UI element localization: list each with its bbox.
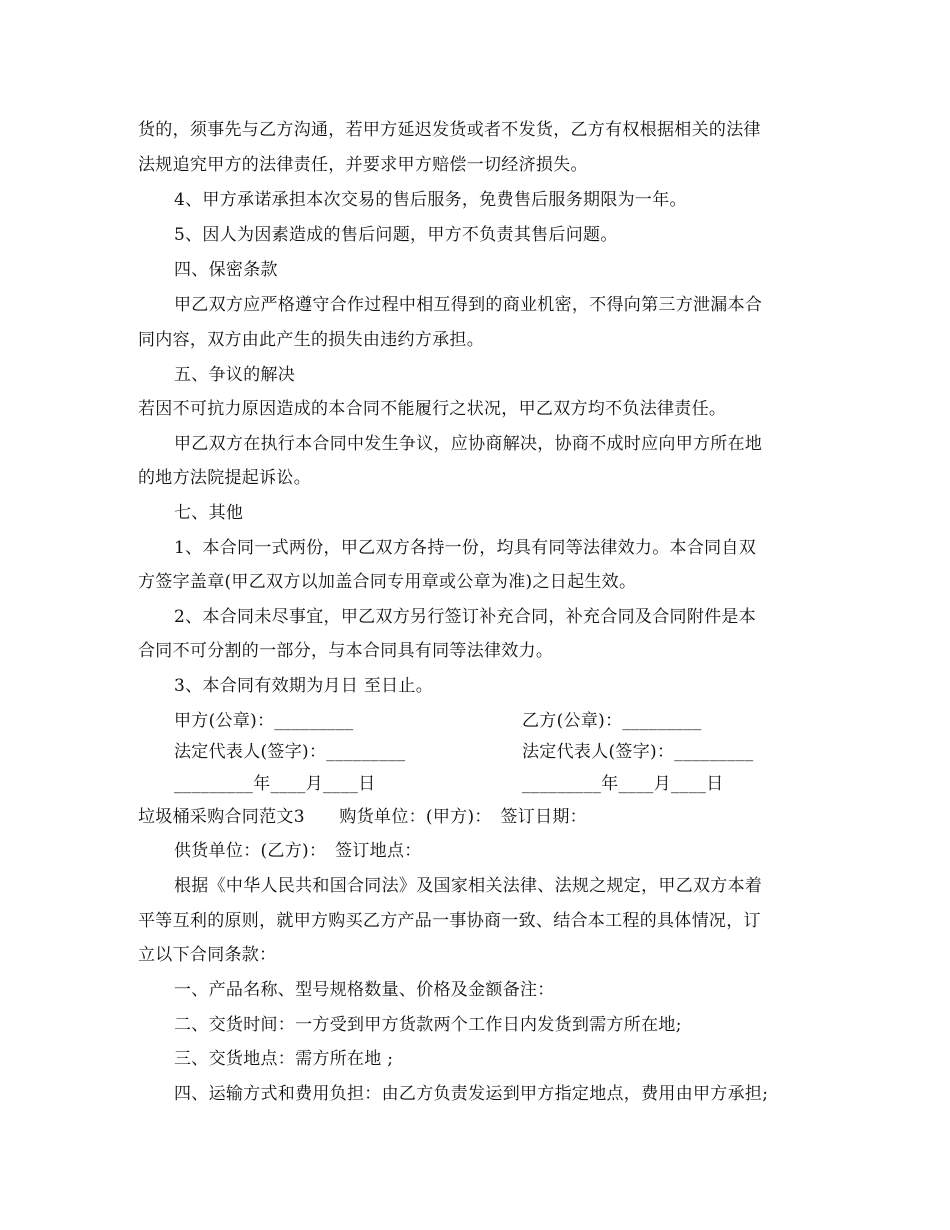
paragraph-line: 根据《中华人民共和国合同法》及国家相关法律、法规之规定，甲乙双方本着: [174, 876, 763, 896]
party-a-seal-field: 甲方(公章)：_________: [174, 711, 354, 731]
party-b-representative-field: 法定代表人(签字)：_________: [522, 742, 754, 762]
paragraph-line: 立以下合同条款：: [138, 945, 277, 965]
paragraph-line: 4、甲方承诺承担本次交易的售后服务，免费售后服务期限为一年。: [174, 190, 687, 210]
party-b-seal-field: 乙方(公章)：_________: [522, 711, 702, 731]
paragraph-line: 供货单位：(乙方)： 签订地点：: [174, 841, 422, 861]
paragraph-line: 货的，须事先与乙方沟通，若甲方延迟发货或者不发货，乙方有权根据相关的法律: [138, 120, 761, 140]
party-a-representative-field: 法定代表人(签字)：_________: [174, 742, 406, 762]
paragraph-line: 甲乙双方应严格遵守合作过程中相互得到的商业机密，不得向第三方泄漏本合: [174, 295, 763, 315]
paragraph-line: 平等互利的原则，就甲方购买乙方产品一事协商一致、结合本工程的具体情况，订: [138, 911, 761, 931]
paragraph-line: 合同不可分割的一部分，与本合同具有同等法律效力。: [138, 641, 554, 661]
party-a-date-field: _________年____月____日: [174, 774, 376, 794]
document-title-line: 垃圾桶采购合同范文3 购货单位：(甲方)： 签订日期：: [138, 807, 587, 827]
section-heading: 五、争议的解决: [174, 365, 296, 385]
paragraph-line: 一、产品名称、型号规格数量、价格及金额备注：: [174, 980, 555, 1000]
section-heading: 四、保密条款: [174, 260, 278, 280]
paragraph-line: 的地方法院提起诉讼。: [138, 468, 311, 488]
paragraph-line: 3、本合同有效期为月日 至日止。: [174, 676, 434, 696]
party-b-date-field: _________年____月____日: [522, 774, 724, 794]
paragraph-line: 法规追究甲方的法律责任，并要求甲方赔偿一切经济损失。: [138, 155, 588, 175]
paragraph-line: 方签字盖章(甲乙双方以加盖合同专用章或公章为准)之日起生效。: [138, 572, 637, 592]
paragraph-line: 5、因人为因素造成的售后问题，甲方不负责其售后问题。: [174, 225, 618, 245]
paragraph-line: 四、运输方式和费用负担：由乙方负责发运到甲方指定地点，费用由甲方承担;: [174, 1084, 769, 1104]
paragraph-line: 二、交货时间：一方受到甲方货款两个工作日内发货到需方所在地;: [174, 1015, 682, 1035]
paragraph-line: 1、本合同一式两份，甲乙双方各持一份，均具有同等法律效力。本合同自双: [174, 538, 757, 558]
paragraph-line: 三、交货地点：需方所在地 ;: [174, 1049, 394, 1069]
paragraph-line: 2、本合同未尽事宜，甲乙双方另行签订补充合同，补充合同及合同附件是本: [174, 607, 757, 627]
paragraph-line: 同内容，双方由此产生的损失由违约方承担。: [138, 330, 484, 350]
paragraph-line: 若因不可抗力原因造成的本合同不能履行之状况，甲乙双方均不负法律责任。: [138, 399, 727, 419]
paragraph-line: 甲乙双方在执行本合同中发生争议，应协商解决，协商不成时应向甲方所在地: [174, 434, 763, 454]
section-heading: 七、其他: [174, 503, 244, 523]
